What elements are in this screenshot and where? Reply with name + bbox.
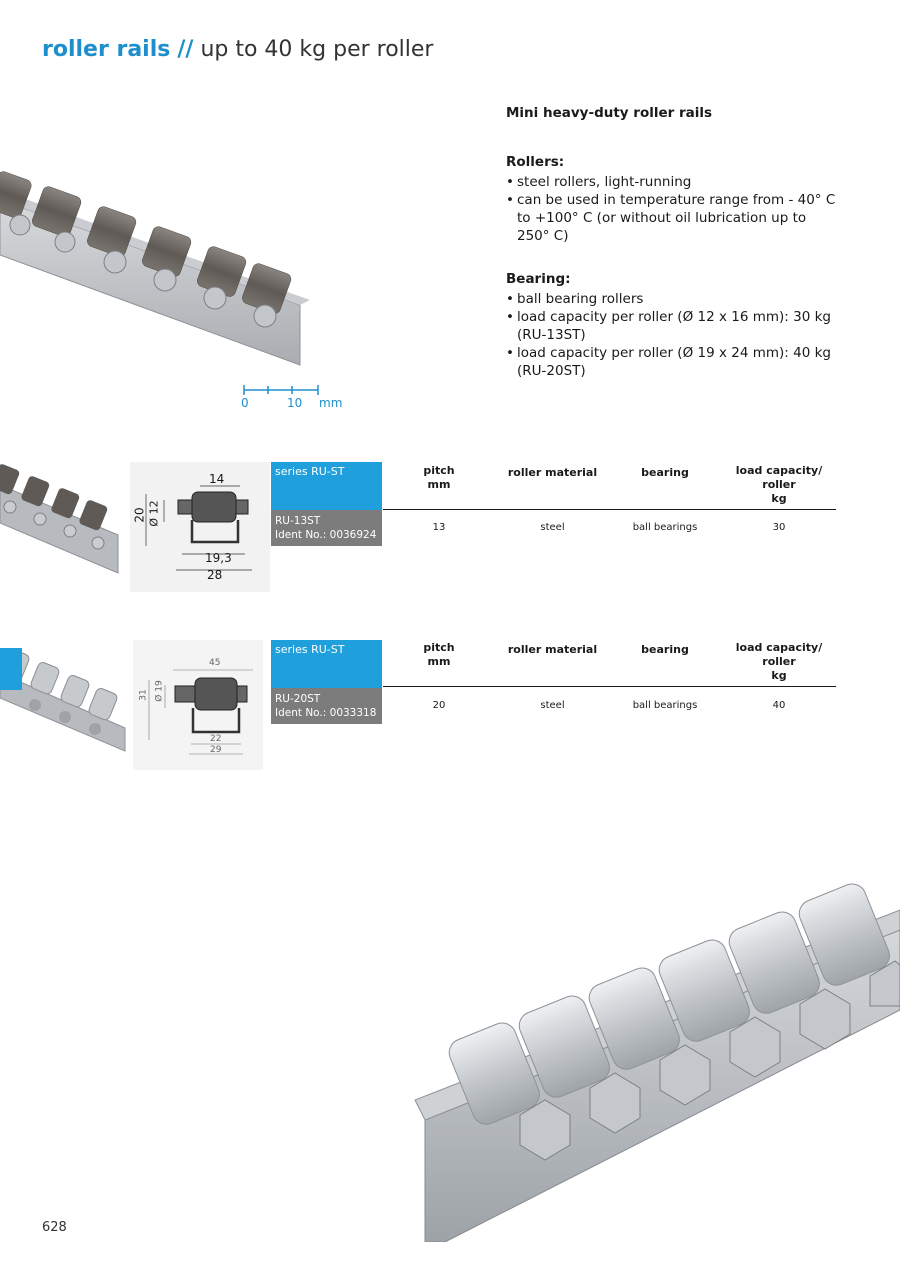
col-roller-material: roller material: [507, 643, 598, 656]
dim-diameter: Ø 12: [147, 500, 161, 527]
col-pitch: pitch mm: [423, 641, 455, 668]
cell-bearing: ball bearings: [632, 700, 698, 711]
product-code: RU-20ST: [275, 693, 321, 705]
product-photo-large: [405, 870, 900, 1242]
scale-zero: 0: [241, 396, 249, 410]
dim-outer: 28: [207, 568, 223, 582]
cell-pitch: 20: [432, 700, 446, 711]
title-rest: up to 40 kg per roller: [200, 37, 434, 62]
table-rule: [383, 686, 836, 687]
scale-ten: 10: [287, 396, 303, 410]
page-number: 628: [42, 1220, 67, 1235]
col-bearing: bearing: [641, 643, 689, 656]
info-title: [506, 104, 836, 122]
bearing-section: [506, 270, 836, 380]
cell-material: steel: [540, 522, 565, 533]
dim-diameter: Ø 19: [154, 680, 165, 702]
ident-number: Ident No.: 0036924: [275, 529, 377, 541]
col-load-capacity: load capacity/ roller kg: [735, 641, 823, 682]
cell-load: 40: [772, 700, 786, 711]
col-roller-material: roller material: [507, 466, 598, 479]
rollers-heading: Rollers:: [506, 154, 565, 170]
scale-unit: mm: [319, 396, 343, 410]
scale-bar: [238, 385, 328, 395]
page-tab-marker: [0, 648, 22, 690]
rollers-item: • steel rollers, light-running: [506, 173, 836, 191]
drawing-ru20: [133, 640, 263, 770]
col-pitch: pitch mm: [423, 464, 455, 491]
cell-bearing: ball bearings: [632, 522, 698, 533]
product-photo-top: [0, 140, 320, 380]
series-header: series RU-ST: [271, 640, 382, 688]
cell-material: steel: [540, 700, 565, 711]
col-load-capacity: load capacity/ roller kg: [735, 464, 823, 505]
dim-inner: 19,3: [205, 551, 232, 565]
dim-height: 20: [132, 507, 147, 523]
series-header: series RU-ST: [271, 462, 382, 510]
rollers-section: [506, 153, 836, 245]
drawing-ru13: [130, 462, 270, 592]
info-title-text: Mini heavy-duty roller rails: [506, 105, 713, 121]
dim-inner: 22: [210, 734, 222, 744]
ident-cell: [271, 510, 382, 546]
ident-number: Ident No.: 0033318: [275, 707, 377, 719]
table-rule: [383, 509, 836, 510]
cell-load: 30: [772, 522, 786, 533]
bearing-heading: Bearing:: [506, 271, 571, 287]
dim-width-top: 14: [209, 472, 225, 486]
cell-pitch: 13: [432, 522, 446, 533]
rollers-item: • can be used in temperature range from - 40° C to +100° C (or without oil lubrication up to 250° C): [506, 191, 836, 245]
title-separator: //: [177, 37, 194, 62]
col-bearing: bearing: [641, 466, 689, 479]
bearing-item: • ball bearing rollers: [506, 290, 836, 308]
dim-outer: 29: [210, 745, 222, 755]
bearing-item: • load capacity per roller (Ø 19 x 24 mm): 40 kg (RU-20ST): [506, 344, 836, 380]
bearing-item: • load capacity per roller (Ø 12 x 16 mm): 30 kg (RU-13ST): [506, 308, 836, 344]
dim-height: 31: [138, 689, 149, 701]
ident-cell: [271, 688, 382, 724]
product-code: RU-13ST: [275, 515, 321, 527]
product-photo-ru13: [0, 455, 122, 580]
title-bold: roller rails: [42, 37, 171, 62]
dim-width-top: 45: [209, 658, 221, 668]
page-title: [42, 37, 433, 62]
